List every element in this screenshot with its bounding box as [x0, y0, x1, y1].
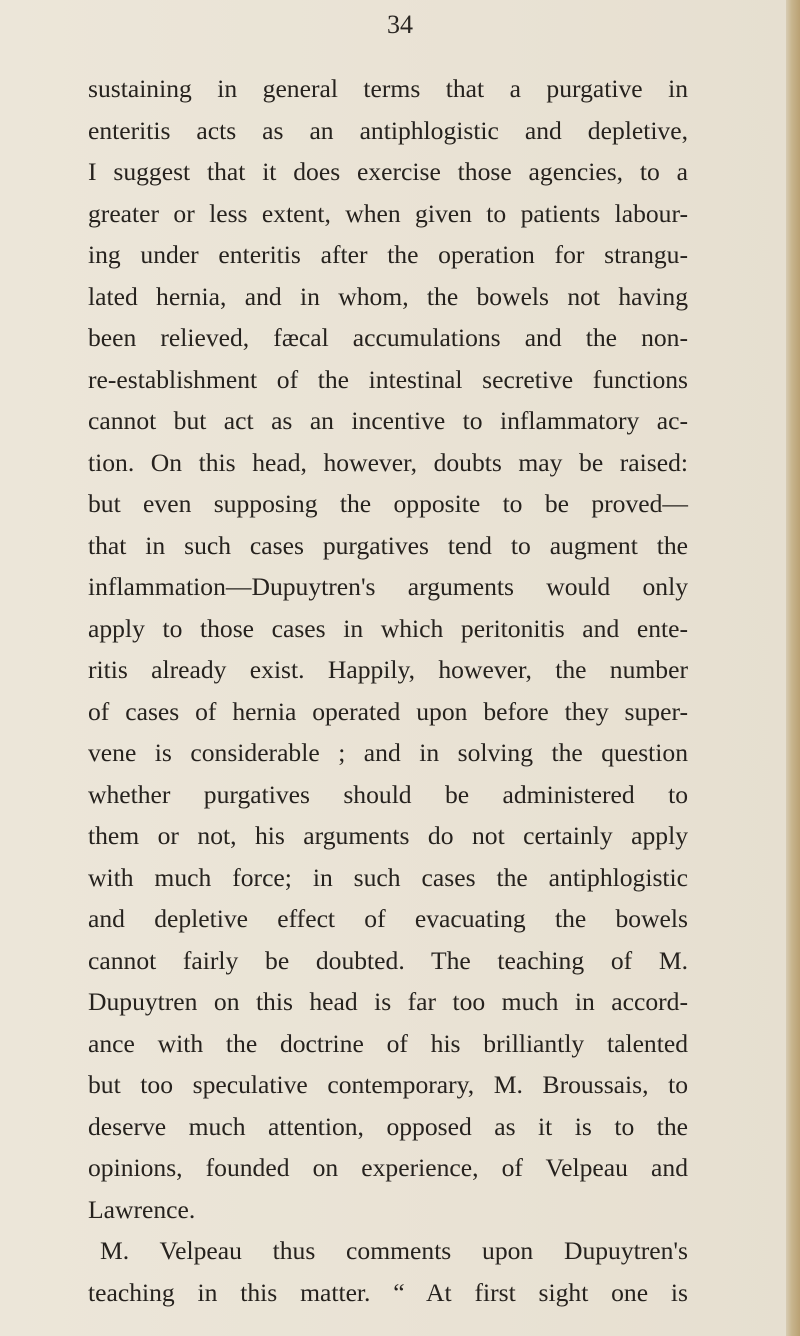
- text-line: I suggest that it does exercise those agencies, to a: [88, 157, 688, 186]
- text-line: been relieved, fæcal accumulations and the non-: [88, 323, 688, 352]
- text-line: tion. On this head, however, doubts may be raised:: [88, 447, 688, 477]
- text-line: greater or less extent, when given to patients labour-: [88, 198, 688, 228]
- text-line: cannot but act as an incentive to inflammatory ac-: [88, 406, 688, 435]
- text-line: and depletive effect of evacuating the bowels: [88, 904, 688, 933]
- text-line: sustaining in general terms that a purgative in: [88, 74, 688, 103]
- text-line: M. Velpeau thus comments upon Dupuytren's: [100, 1236, 688, 1265]
- text-line: but too speculative contemporary, M. Broussais, to: [88, 1070, 688, 1099]
- text-line: teaching in this matter. “ At first sight one is: [88, 1277, 688, 1307]
- text-line: ance with the doctrine of his brilliantly talented: [88, 1028, 688, 1058]
- text-line: of cases of hernia operated upon before they super-: [88, 696, 688, 726]
- text-line: ritis already exist. Happily, however, the number: [88, 655, 688, 684]
- page-edge: [786, 0, 800, 1336]
- text-line: them or not, his arguments do not certainly apply: [88, 821, 688, 850]
- text-line: inflammation—Dupuytren's arguments would only: [88, 572, 688, 601]
- text-line: lated hernia, and in whom, the bowels not having: [88, 281, 688, 311]
- text-line: Lawrence.: [88, 1194, 196, 1224]
- text-line: re-establishment of the intestinal secretive functions: [88, 364, 688, 394]
- body-text: [88, 68, 688, 1313]
- text-line: vene is considerable ; and in solving the question: [88, 738, 688, 767]
- text-line: apply to those cases in which peritonitis and ente-: [88, 613, 688, 643]
- text-line: cannot fairly be doubted. The teaching of M.: [88, 945, 688, 975]
- text-line: whether purgatives should be administered to: [88, 779, 688, 809]
- text-line: Dupuytren on this head is far too much in accord-: [88, 987, 688, 1016]
- text-line: that in such cases purgatives tend to augment the: [88, 530, 688, 560]
- text-line: but even supposing the opposite to be proved—: [88, 489, 688, 518]
- text-line: opinions, founded on experience, of Velpeau and: [88, 1153, 688, 1182]
- page-number: 34: [387, 10, 413, 39]
- text-line: ing under enteritis after the operation for strangu-: [88, 240, 688, 269]
- text-line: deserve much attention, opposed as it is to the: [88, 1111, 688, 1141]
- text-line: enteritis acts as an antiphlogistic and depletive,: [88, 115, 688, 145]
- text-line: with much force; in such cases the antiphlogistic: [88, 862, 688, 892]
